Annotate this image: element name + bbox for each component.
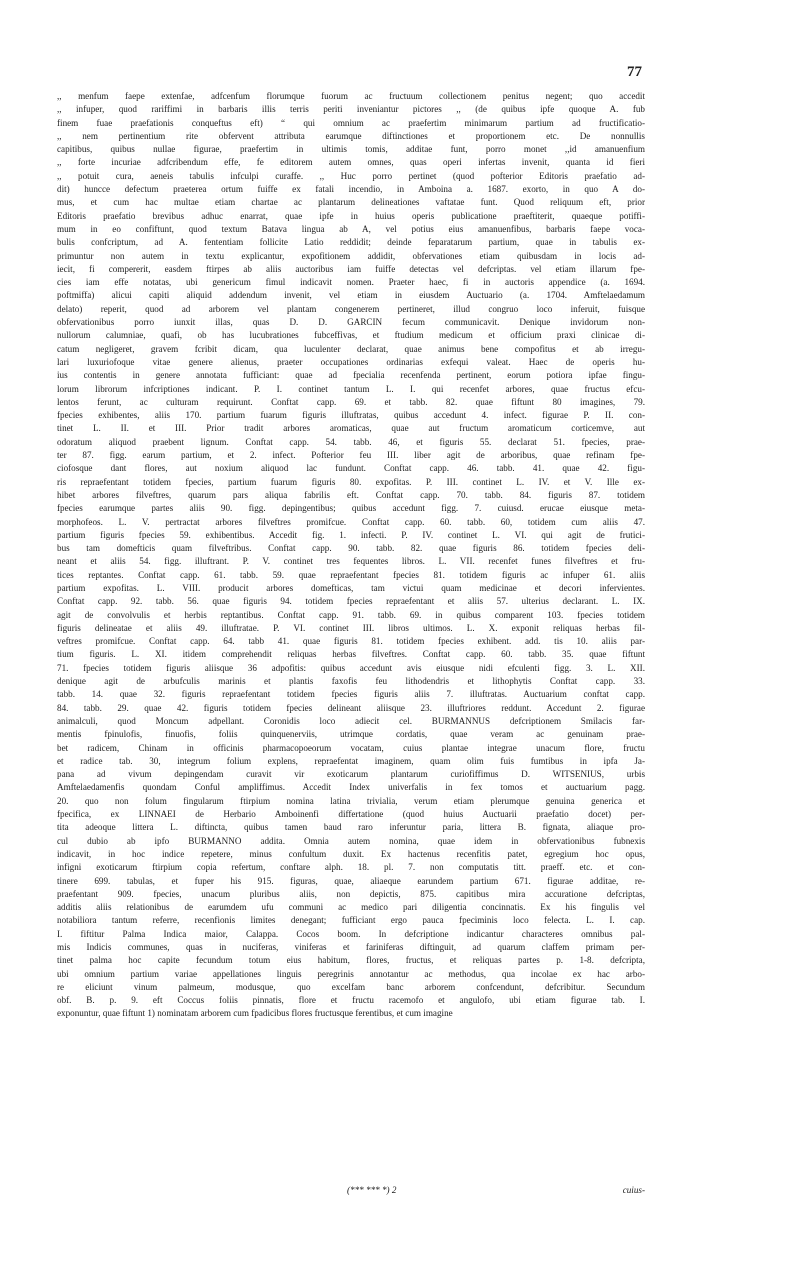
text-line: I. fiftitur Palma Indica maior, Calappa. Cocos boom. In defcriptione indicantur characteres omnibus pal- (57, 928, 645, 939)
text-line: mus, et cum hac multae etiam chartae ac plantarum delineationes vaftatae funt. Quod reliquum eft, prior (57, 197, 645, 208)
text-line: fpecies earumque partes aliis 90. figg. depingentibus; quibus accedunt figg. 7. cuiusd. erucae eiusque meta- (57, 503, 645, 514)
text-line: animalculi, quod Moncum adpellant. Coronidis loco adiecit cel. BURMANNUS defcriptionem Smilacis far- (57, 715, 645, 726)
text-line: lari luxuriofoque vitae genere alienus, praeter occupationes ordinarias exfequi valeat. Haec de operis hu- (57, 356, 645, 367)
text-line: agit de convolvulis et herbis reptantibus. Conftat capp. 91. tabb. 69. in quibus comparent 103. fpecies totidem (57, 609, 645, 620)
text-line: tabb. 14. quae 32. figuris repraefentant totidem fpecies figuris aliis 7. illuftratas. Auctuarium conftat capp. (57, 689, 645, 700)
text-line: figuris delineatae et aliis 49. illuftratae. P. VI. continet III. libros ultimos. L. X. exponit reliquas herbas fil- (57, 622, 645, 633)
text-line: ius contentis in genere annotata fufficiant: quae ad fpecialia recenfenda pertinent, eorum potiora ipfae fingu- (57, 370, 645, 381)
text-line: bet radicem, Chinam in officinis pharmacopoeorum vocatam, cuius plantae integrae unacum flore, fructu (57, 742, 645, 753)
text-line: pana ad vivum depingendam curavit vir exoticarum plantarum curiofiffimus D. WITSENIUS, urbis (57, 769, 645, 780)
text-line: ubi omnium partium variae appellationes linguis peregrinis annotantur ac methodus, qua incolae ex hac arbo- (57, 968, 645, 979)
text-line: ,, infuper, quod rariffimi in barbaris illis terris periti inveniantur pictores ,, (de quibus ipfe quoque A. fub (57, 104, 645, 115)
text-line: finem fuae praefationis conqueftus eft) “ qui omnium ac praefertim minimarum partium ad fructificatio- (57, 117, 645, 128)
text-line: partium expofitas. L. VIII. producit arbores domefticas, tam victui quam medicinae et decori infervientes. (57, 582, 645, 593)
text-line: indicavit, in hoc indice repetere, minus confultum duxit. Ex hactenus recenfitis patet, egregium hoc opus, (57, 848, 645, 859)
text-line: denique agit de arbufculis marinis et plantis faxofis feu lithodendris et lithophytis Conftat capp. 33. (57, 676, 645, 687)
text-line: tinet L. II. et III. Prior tradit arbores aromaticas, quae aut fructum aromaticum corticemve, aut (57, 423, 645, 434)
text-line: ,, potuit cura, aeneis tabulis infculpi curaffe. ,, Huc porro pertinet (quod pofterior Editoris praefatio ad- (57, 170, 645, 181)
main-text-block (57, 90, 645, 1021)
signature-mark: (*** *** *) 2 (347, 1185, 397, 1195)
text-line: Amftelaedamenfis quondam Conful ampliffimus. Accedit Index univerfalis in fex tomos et auctuarium pagg. (57, 782, 645, 793)
text-line: 71. fpecies totidem figuris aliisque 36 adpofitis: quibus accedunt avis eiusque nidi efculenti figg. 3. L. XII. (57, 662, 645, 673)
page-footer (57, 1185, 645, 1201)
text-line: Editoris praefatio brevibus adhuc enarrat, quae ipfe in huius operis publicatione praeftiterit, quaeque potiffi- (57, 210, 645, 221)
text-line: ,, menfum faepe extenfae, adfcenfum florumque fuorum ac fructuum collectionem penitus negent; quo accedit (57, 91, 645, 101)
text-line: cies iam effe notatas, ubi genericum fimul indicavit nomen. Praeter haec, fi in auctoris appendice (a. 1694. (57, 277, 645, 288)
text-line: 20. quo non folum fingularum ftirpium nomina latina trivialia, verum etiam plerumque genuina generica et (57, 795, 645, 806)
text-line: nullorum calumniae, quafi, ob has lucubrationes fubceffivas, et ftudium medicum et officium praxi clinicae di- (57, 330, 645, 341)
text-line: partium figuris fpecies 59. exhibentibus. Accedit fig. 1. infecti. P. IV. continet L. VI. qui agit de frutici- (57, 529, 645, 540)
text-line: lentos ferunt, ac culturam requirunt. Conftat capp. 69. et tabb. 82. quae fiftunt 80 imagines, 79. (57, 396, 645, 407)
text-line: re eliciunt vinum palmeum, modusque, quo excelfam banc arborem confcendunt, defcribitur. Secundum (57, 981, 645, 992)
text-line: odoratum aliquod praebent lignum. Conftat capp. 54. tabb. 46, et figuris 55. declarat 51. fpecies, prae- (57, 436, 645, 447)
text-line: morphofeos. L. V. pertractat arbores filveftres promifcue. Conftat capp. 60. tabb. 60, totidem cum aliis 47. (57, 516, 645, 527)
text-line: ter 87. figg. earum partium, et 2. infect. Pofterior feu III. liber agit de arboribus, quae refinam fpe- (57, 450, 645, 461)
text-line: dit) huncce defectum praeterea ortum fuiffe ex fatali incendio, in Amboina a. 1687. exorto, in quo A do- (57, 184, 645, 195)
text-line: notabiliora tantum referre, recenfionis limites denegant; fufficiant ergo pauca fpeciminis loco felecta. L. I. cap. (57, 915, 645, 926)
text-line: praefentant 909. fpecies, unacum pluribus aliis, non depictis, 875. capitibus mira accuratione defcriptas, (57, 888, 645, 899)
text-line: tium figuris. L. XI. itidem comprehendit reliquas herbas filveftres. Conftat capp. 60. tabb. 35. quae fiftunt (57, 649, 645, 660)
page-number: 77 (627, 64, 642, 80)
text-line: 84. tabb. 29. quae 42. figuris totidem fpecies delineant aliisque 23. illuftriores reddunt. Accedunt 2. figurae (57, 702, 645, 713)
text-line: ,, forte incuriae adfcribendum effe, fe editorem autem omnes, quas operi infertas invenit, quanta id fieri (57, 157, 645, 168)
text-line: ,, nem pertinentium rite obfervent attributa earumque diftinctiones et proportionem etc. De nonnullis (57, 130, 645, 141)
text-line: Conftat capp. 92. tabb. 56. quae figuris 94. totidem fpecies repraefentant et aliis 57. ulterius declarant. L. IX. (57, 596, 645, 607)
text-line: mentis fpinulofis, finuofis, foliis quinquenerviis, utrimque cordatis, quae veram ac genuinam prae- (57, 729, 645, 740)
text-line: delato) reperit, quod ad arborem vel plantam congenerem pertineret, illud congruo loco inferuit, fuisque (57, 303, 645, 314)
text-line: tita adeoque littera L. diftincta, quibus tamen baud raro inferuntur paria, littera B. fignata, aliaque pro- (57, 822, 645, 833)
text-line: additis aliis relationibus de earumdem ufu communi ac medico pari diligentia concinnatis. Ex his fingulis vel (57, 902, 645, 913)
text-line: neant et aliis 54. figg. illuftrant. P. V. continet tres fequentes libros. L. VII. recenfet funes filveftres et fru- (57, 556, 645, 567)
text-line: hibet arbores filveftres, quarum pars aliqua fabrilis eft. Conftat capp. 70. tabb. 84. figuris 87. totidem (57, 489, 645, 500)
text-line: tinere 699. tabulas, et fuper his 915. figuras, quae, aliaeque earundem partium 671. figurae additae, re- (57, 875, 645, 886)
text-line: poftmiffa) alicui capiti aliquid addendum invenit, vel etiam in eiusdem Auctuario (a. 1704. Amftelaedamum (57, 290, 645, 301)
text-line: mis Indicis communes, quas in nuciferas, viniferas et fariniferas diftinguit, ad quarum claffem primam per- (57, 942, 645, 952)
text-line: obf. B. p. 9. eft Coccus foliis pinnatis, flore et fructu racemofo et angulofo, ubi etiam figurae tab. I. (57, 995, 645, 1006)
text-line: primuntur non autem in textu explicantur, expofitionem addidit, obfervationes etiam quibusdam in locis ad- (57, 250, 645, 261)
text-line: catum negligeret, gravem fcribit dicam, qua luculenter declarat, quae animus bene compofitus et ab irregu- (57, 343, 645, 354)
text-line: capitibus, quibus nullae figurae, praefertim in ultimis tomis, additae funt, porro monet ,,id amanuenfium (57, 144, 645, 155)
text-line: tices reptantes. Conftat capp. 61. tabb. 59. quae repraefentant fpecies 81. totidem figuris ac infuper 61. aliis (57, 569, 645, 580)
text-line: veftres promifcue. Conftat capp. 64. tabb 41. quae figuris 81. totidem fpecies exhibent. add. tis 10. aliis par- (57, 636, 645, 647)
catchword: cuius- (622, 1185, 645, 1195)
text-line: fpecies exhibentes, aliis 170. partium fuarum figuris illuftratas, quibus accedunt 4. infect. figurae P. II. con- (57, 410, 645, 421)
text-line: iecit, fi compererit, easdem ftirpes ab aliis auctoribus iam fuiffe detectas vel defcriptas. vel etiam illarum fpe- (57, 263, 645, 274)
text-line: fpecifica, ex LINNAEI de Herbario Amboinenfi differtatione (quod huius Auctuarii praefatio docet) per- (57, 809, 645, 820)
text-line: bulis confcriptum, ad A. fententiam follicite Latio reddidit; deinde feparatarum partium, quae in tabulis ex- (57, 237, 645, 248)
text-line: cul dubio ab ipfo BURMANNO addita. Omnia autem nomina, quae idem in obfervationibus fubnexis (57, 835, 645, 846)
text-line: ciofosque dant flores, aut noxium aliquod lac fundunt. Conftat capp. 46. tabb. 41. quae 42. figu- (57, 463, 645, 474)
text-line: ris repraefentant totidem fpecies, partium fuarum figuris 80. expofitas. P. III. continet L. IV. et V. Ille ex- (57, 476, 645, 487)
text-line: mum in eo confiftunt, quod textum Batava lingua ab A, vel potius eius amanuenfibus, barbaris faepe voca- (57, 223, 645, 234)
text-line: infigni exoticarum ftirpium copia refertum, conftare alph. 18. pl. 7. non computatis titt. praeff. etc. et con- (57, 862, 645, 873)
text-line: bus tam domefticis quam filveftribus. Conftat capp. 90. tabb. 82. quae figuris 86. totidem fpecies deli- (57, 543, 645, 554)
text-line: exponuntur, quae fiftunt 1) nominatam arborem cum fpadicibus flores fructusque ferentibus, et cum imagine (57, 1008, 453, 1019)
text-line: et radice tab. 30, integrum folium explens, repraefentat imaginem, quam olim fuis fumtibus in ipfa Ja- (57, 755, 645, 766)
text-line: lorum librorum infcriptiones indicant. P. I. continet tantum L. I. qui recenfet arbores, quae fructus efcu- (57, 383, 645, 394)
text-line: obfervationibus porro iunxit illas, quas D. D. GARCIN fecum communicavit. Denique invidorum non- (57, 317, 645, 328)
text-line: tinet palma hoc capite fecundum totum eius habitum, flores, fructus, et reliquas partes p. 1-8. defcripta, (57, 955, 645, 966)
